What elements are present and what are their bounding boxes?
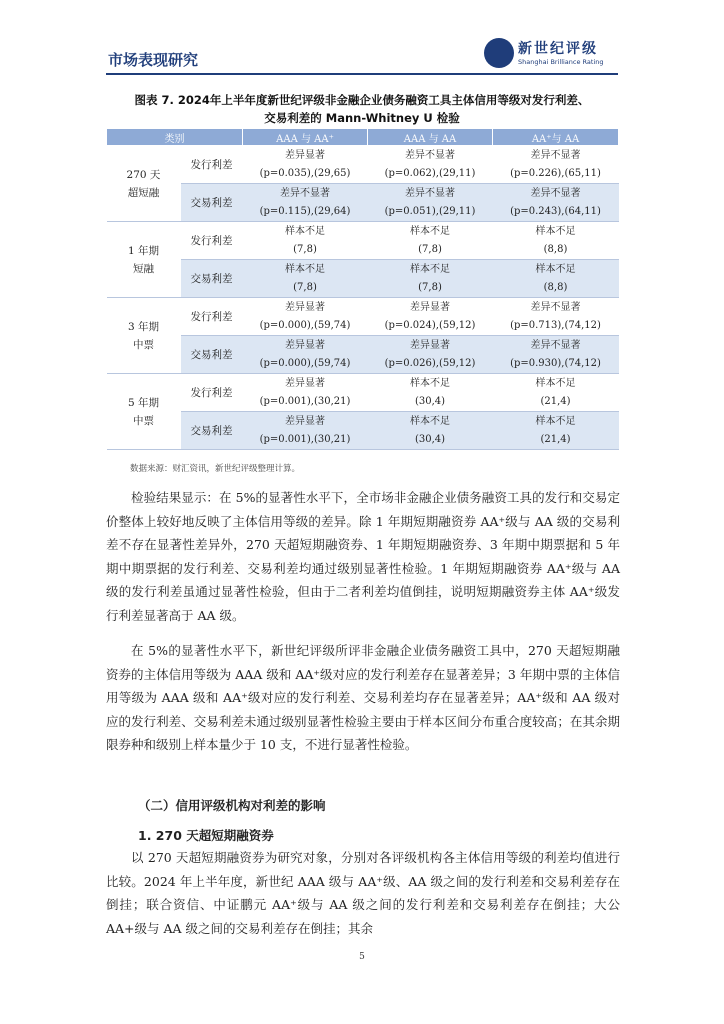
result-label: 差异显著 <box>285 339 325 351</box>
column-header: AAA 与 AA⁺ <box>243 129 368 146</box>
result-stats: (7,8) <box>418 281 442 293</box>
result-cell <box>368 222 493 260</box>
result-label: 差异显著 <box>410 339 450 351</box>
result-label: 样本不足 <box>285 225 325 237</box>
logo-name: 新世纪评级 <box>518 41 598 57</box>
table-row <box>107 146 619 184</box>
column-header: AA⁺与 AA <box>493 129 619 146</box>
category-label: 270 天 <box>126 168 161 181</box>
body-text-block-1 <box>106 486 620 769</box>
result-label: 样本不足 <box>410 263 450 275</box>
result-stats: (p=0.226),(65,11) <box>510 167 601 179</box>
result-cell <box>493 298 619 336</box>
result-label: 差异显著 <box>285 149 325 161</box>
result-stats: (p=0.024),(59,12) <box>384 319 476 331</box>
result-cell <box>243 222 368 260</box>
result-cell <box>243 298 368 336</box>
result-stats: (p=0.000),(59,74) <box>259 319 351 331</box>
result-stats: (21,4) <box>540 433 571 445</box>
table-source: 数据来源：财汇资讯，新世纪评级整理计算。 <box>130 464 301 474</box>
header-title: 市场表现研究 <box>108 51 199 69</box>
logo-subtitle: Shanghai Brilliance Rating <box>518 58 604 66</box>
result-stats: (p=0.026),(59,12) <box>384 357 476 369</box>
result-cell <box>243 374 368 412</box>
result-stats: (8,8) <box>543 243 568 255</box>
result-cell <box>368 260 493 298</box>
result-stats: (21,4) <box>540 395 571 407</box>
category-label: 1 年期 <box>127 244 160 257</box>
spread-type-cell: 交易利差 <box>181 336 243 374</box>
result-stats: (p=0.713),(74,12) <box>510 319 601 331</box>
result-label: 样本不足 <box>535 263 576 275</box>
spread-type-cell: 交易利差 <box>181 412 243 450</box>
result-label: 差异不显著 <box>530 339 581 351</box>
result-cell <box>493 260 619 298</box>
spread-type-cell: 发行利差 <box>181 298 243 336</box>
result-label: 样本不足 <box>285 263 325 275</box>
result-label: 样本不足 <box>535 225 576 237</box>
result-label: 样本不足 <box>410 415 450 427</box>
result-stats: (p=0.051),(29,11) <box>384 205 476 217</box>
paragraph: 检验结果显示：在 5%的显著性水平下，全市场非金融企业债务融资工具的发行和交易定价整体上较好地反映了主体信用等级的差异。除 1 年期短期融资券 AA⁺级与 AA 级的交易利差不存在显著性差异外，270 天超短期融资券、1 年期短期融资券、3 年期中期票据和 5 年期中期票据的发行利差、交易利差均通过级别显著性检验。1 年期短期融资券 AA⁺级与 AA 级的发行利差虽通过显著性检验，但由于二者利差均值倒挂，说明短期融资券主体 AA⁺级发行利差显著高于 AA 级。 <box>106 490 620 623</box>
result-stats: (p=0.062),(29,11) <box>384 167 476 179</box>
result-cell <box>243 146 368 184</box>
result-stats: (30,4) <box>414 433 446 445</box>
column-header: AAA 与 AA <box>368 129 493 146</box>
result-label: 样本不足 <box>535 415 576 427</box>
subsection-heading: 1. 270 天超短期融资券 <box>138 828 274 843</box>
figure-caption-line2: 交易利差的 Mann-Whitney U 检验 <box>264 111 460 125</box>
category-label: 中票 <box>133 414 154 427</box>
result-stats: (7,8) <box>418 243 442 255</box>
result-cell <box>243 336 368 374</box>
spread-type-cell: 交易利差 <box>181 260 243 298</box>
section-heading: （二）信用评级机构对利差的影响 <box>138 798 326 813</box>
result-stats: (p=0.115),(29,64) <box>259 205 351 217</box>
result-label: 差异不显著 <box>530 301 581 313</box>
category-label: 中票 <box>133 338 154 351</box>
table-row <box>107 184 619 222</box>
category-cell <box>107 146 181 222</box>
result-cell <box>493 222 619 260</box>
result-label: 差异不显著 <box>530 187 581 199</box>
result-cell <box>493 184 619 222</box>
spread-type-cell: 交易利差 <box>181 184 243 222</box>
figure-caption-line1: 图表 7. 2024年上半年度新世纪评级非金融企业债务融资工具主体信用等级对发行利差、 <box>134 93 590 107</box>
table-row <box>107 336 619 374</box>
result-label: 差异不显著 <box>280 187 330 199</box>
spread-type-cell: 发行利差 <box>181 222 243 260</box>
result-stats: (p=0.243),(64,11) <box>510 205 601 217</box>
body-text-block-2 <box>106 846 620 952</box>
result-cell <box>493 336 619 374</box>
result-cell <box>368 412 493 450</box>
table-row <box>107 260 619 298</box>
result-cell <box>243 184 368 222</box>
result-stats: (p=0.930),(74,12) <box>510 357 601 369</box>
table-row <box>107 298 619 336</box>
result-label: 差异不显著 <box>405 149 455 161</box>
category-label: 5 年期 <box>127 396 160 409</box>
result-cell <box>368 146 493 184</box>
result-label: 样本不足 <box>410 377 450 389</box>
result-stats: (p=0.000),(59,74) <box>259 357 351 369</box>
page-number: 5 <box>359 952 365 962</box>
result-label: 差异显著 <box>285 301 325 313</box>
category-label: 超短融 <box>127 186 160 199</box>
paragraph: 以 270 天超短期融资券为研究对象，分别对各评级机构各主体信用等级的利差均值进行比较。2024 年上半年度，新世纪 AAA 级与 AA⁺级、AA 级之间的发行利差和交易利差存在倒挂；联合资信、中证鹏元 AA⁺级与 AA 级之间的发行利差和交易利差存在倒挂；大公 AA+级与 AA 级之间的交易利差存在倒挂；其余 <box>106 850 620 936</box>
result-label: 差异显著 <box>410 301 450 313</box>
result-label: 差异显著 <box>285 377 325 389</box>
category-cell <box>107 298 181 374</box>
spread-type-cell: 发行利差 <box>181 374 243 412</box>
result-cell <box>368 374 493 412</box>
result-cell <box>493 146 619 184</box>
result-stats: (p=0.001),(30,21) <box>259 433 351 445</box>
logo <box>484 38 624 70</box>
paragraph: 在 5%的显著性水平下，新世纪评级所评非金融企业债务融资工具中，270 天超短期融资券的主体信用等级为 AAA 级和 AA⁺级对应的发行利差存在显著差异；3 年期中票的主体信用等级为 AAA 级和 AA⁺级对应的发行利差、交易利差均存在显著差异；AA⁺级和 AA 级对应的发行利差、交易利差未通过级别显著性检验主要由于样本区间分布重合度较高；在其余期限券种和级别上样本量少于 10 支，不进行显著性检验。 <box>106 643 620 752</box>
header-rule <box>106 73 618 75</box>
result-cell <box>243 412 368 450</box>
result-cell <box>368 298 493 336</box>
mann-whitney-table <box>106 128 619 450</box>
result-label: 差异不显著 <box>530 149 581 161</box>
category-label: 短融 <box>133 262 154 275</box>
column-header: 类别 <box>107 129 243 146</box>
table-row <box>107 374 619 412</box>
result-stats: (8,8) <box>543 281 568 293</box>
logo-emblem-icon <box>484 38 514 68</box>
result-cell <box>368 184 493 222</box>
result-stats: (7,8) <box>293 281 317 293</box>
result-stats: (p=0.035),(29,65) <box>259 167 351 179</box>
result-cell <box>493 412 619 450</box>
result-cell <box>493 374 619 412</box>
result-label: 样本不足 <box>535 377 576 389</box>
result-cell <box>243 260 368 298</box>
result-label: 样本不足 <box>410 225 450 237</box>
category-label: 3 年期 <box>127 320 160 333</box>
result-label: 差异显著 <box>285 415 325 427</box>
table-header-row <box>107 129 619 146</box>
table-row <box>107 222 619 260</box>
category-cell <box>107 222 181 298</box>
table-row <box>107 412 619 450</box>
category-cell <box>107 374 181 450</box>
result-stats: (7,8) <box>293 243 317 255</box>
result-label: 差异不显著 <box>405 187 455 199</box>
spread-type-cell: 发行利差 <box>181 146 243 184</box>
result-stats: (p=0.001),(30,21) <box>259 395 351 407</box>
result-cell <box>368 336 493 374</box>
result-stats: (30,4) <box>414 395 446 407</box>
